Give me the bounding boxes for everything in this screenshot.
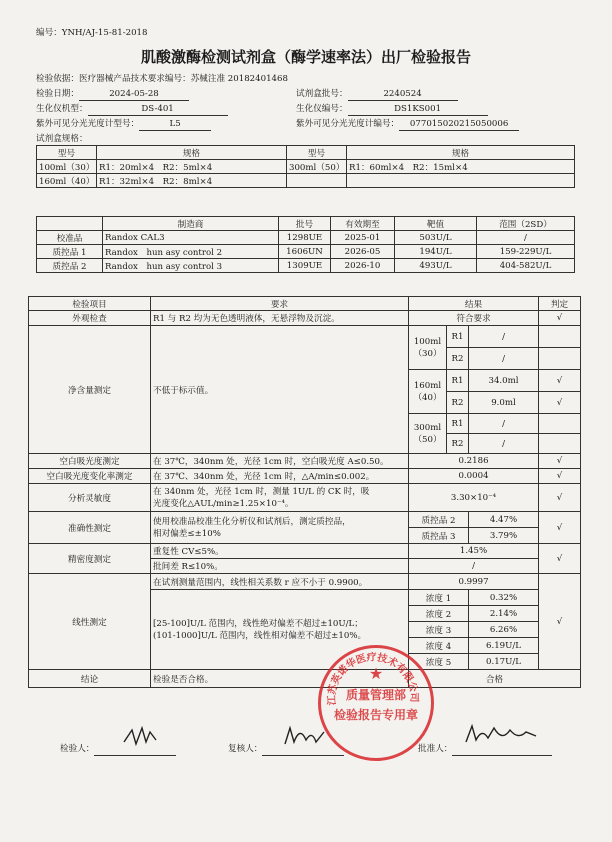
table-row: 空白吸光度变化率测定 在 37℃、340nm 处，光径 1cm 时，△A/min≤0.002。 0.0004 √ — [29, 469, 581, 484]
table-row: 批间差 R≤10%。 / — [29, 559, 581, 574]
calib-header — [37, 217, 103, 231]
calib-header: 有效期至 — [331, 217, 395, 231]
spec-table — [36, 145, 575, 188]
calibrator-table — [36, 216, 575, 273]
analyzer-model: 生化仪机型： DS-401 — [36, 102, 228, 116]
kit-lot-value: 2240524 — [348, 89, 458, 101]
table-row: 浓度 2 2.14% — [29, 606, 581, 622]
spec-cell: 100ml（30） — [37, 160, 97, 174]
spec-header: 规格 — [97, 146, 287, 160]
header-judge: 判定 — [539, 297, 581, 311]
analyzer-model-value: DS-401 — [88, 104, 228, 116]
inspection-table — [28, 296, 581, 688]
star-icon: ★ — [368, 664, 384, 683]
spec-cell: R1：60ml×4 R2：15ml×4 — [347, 160, 575, 174]
approver-signature — [462, 720, 542, 754]
spectro-model-value: L5 — [139, 119, 211, 131]
table-row: 质控品 3 3.79% — [29, 528, 581, 544]
table-row: 分析灵敏度 在 340nm 处，光径 1cm 时，测量 1U/L 的 CK 时，吸 光度变化△AUL/min≥1.25×10⁻⁴。 3.30×10⁻⁴ √ — [29, 484, 581, 512]
table-row: 净含量测定 不低于标示值。 100ml （30） R1 / — [29, 326, 581, 348]
seal-line-1: 质量管理部 — [345, 688, 406, 702]
table-row: 空白吸光度测定 在 37℃，340nm 处，光径 1cm 时，空白吸光度 A≤0.50。 0.2186 √ — [29, 454, 581, 469]
spec-label: 试剂盒规格： — [36, 134, 88, 144]
spectro-number: 紫外可见分光光度计编号： 077015020215050006 — [296, 117, 519, 131]
svg-text:江苏英诺华医疗技术有限公司: 江苏英诺华医疗技术有限公司 — [326, 652, 420, 706]
inspector-signature — [120, 722, 160, 754]
calib-header: 制造商 — [103, 217, 279, 231]
analyzer-number: 生化仪编号： DS1KS001 — [296, 102, 488, 116]
calib-header: 靶值 — [395, 217, 477, 231]
doc-number: 编号：YNH/AJ-15-81-2018 — [36, 28, 148, 38]
reviewer-signature — [282, 722, 328, 754]
table-row: 浓度 4 6.19U/L — [29, 638, 581, 654]
spec-cell: R1：32ml×4 R2：8ml×4 — [97, 174, 287, 188]
calib-header: 批号 — [279, 217, 331, 231]
kit-lot: 试剂盒批号： 2240524 — [296, 87, 458, 101]
spectro-model: 紫外可见分光光度计型号： L5 — [36, 117, 211, 131]
analyzer-number-value: DS1KS001 — [348, 104, 488, 116]
table-row: R2 / — [29, 348, 581, 370]
header-item: 检验项目 — [29, 297, 151, 311]
spec-header: 规格 — [347, 146, 575, 160]
table-row: 质控品 1 Randox hun asy control 2 1606UN 2026-05 194U/L 159-229U/L — [37, 245, 575, 259]
table-row: R2 9.0ml √ — [29, 392, 581, 414]
table-row: 精密度测定 重复性 CV≤5%。 1.45% √ — [29, 544, 581, 559]
spec-cell: 300ml（50） — [287, 160, 347, 174]
header-requirement: 要求 — [151, 297, 409, 311]
inspector-field: 检验人： — [60, 742, 176, 756]
table-row: 浓度 5 0.17U/L — [29, 654, 581, 670]
page-title: 肌酸激酶检测试剂盒（酶学速率法）出厂检验报告 — [140, 48, 471, 66]
spec-cell: R1：20ml×4 R2：5ml×4 — [97, 160, 287, 174]
spec-header: 型号 — [287, 146, 347, 160]
table-row: [25-100]U/L 范围内，线性绝对偏差不超过±10U/L； (101-1000]U/L 范围内，线性相对偏差不超过±10%。 浓度 1 0.32% — [29, 590, 581, 606]
seal-line-2: 检验报告专用章 — [333, 708, 418, 722]
calib-header: 范围（2SD） — [477, 217, 575, 231]
approver-field: 批准人： — [418, 742, 552, 756]
spectro-number-value: 077015020215050006 — [399, 119, 519, 131]
table-row: 外观检查 R1 与 R2 均为无色透明液体，无悬浮物及沉淀。 符合要求 √ — [29, 311, 581, 326]
spec-header: 型号 — [37, 146, 97, 160]
table-row: 结论 检验是否合格。 合格 — [29, 670, 581, 688]
header-result: 结果 — [409, 297, 539, 311]
table-row: 160ml （40） R1 34.0ml √ — [29, 370, 581, 392]
table-row: 质控品 2 Randox hun asy control 3 1309UE 2026-10 493U/L 404-582U/L — [37, 259, 575, 273]
basis-line: 检验依据：医疗器械产品技术要求编号：苏械注准 20182401468 — [36, 74, 288, 84]
reviewer-field: 复核人： — [228, 742, 344, 756]
spec-cell: 160ml（40） — [37, 174, 97, 188]
table-row: 线性测定 在试剂测量范围内，线性相关系数 r 应不小于 0.9900。 0.9997 √ — [29, 574, 581, 590]
spec-cell — [347, 174, 575, 188]
table-row: 校准品 Randox CAL3 1298UE 2025-01 503U/L / — [37, 231, 575, 245]
spec-cell — [287, 174, 347, 188]
table-row: R2 / — [29, 434, 581, 454]
table-row: 准确性测定 使用校准品校准生化分析仪和试剂后，测定质控品， 相对偏差≤±10% 质控品 2 4.47% √ — [29, 512, 581, 528]
table-row: 300ml （50） R1 / — [29, 414, 581, 434]
inspection-date: 检验日期： 2024-05-28 — [36, 87, 189, 101]
table-row: 浓度 3 6.26% — [29, 622, 581, 638]
inspection-date-value: 2024-05-28 — [79, 89, 189, 101]
